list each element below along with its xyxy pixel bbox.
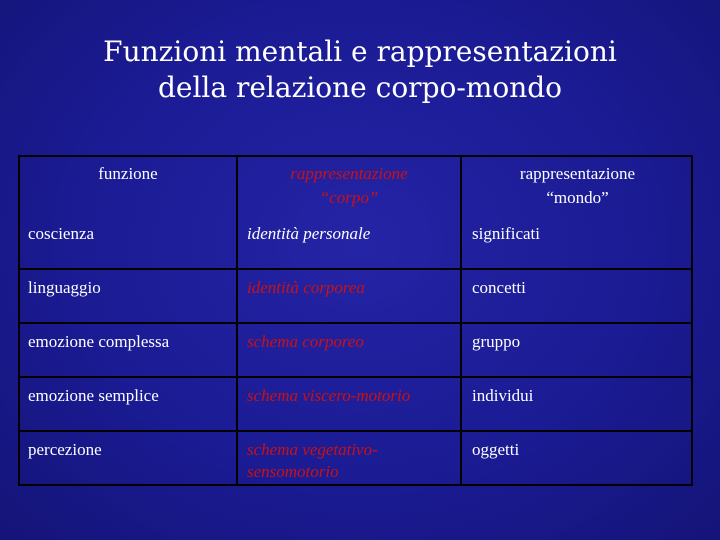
slide-title-line-2: della relazione corpo-mondo [157, 71, 563, 104]
table-cell-corpo: schema corporeo [247, 332, 364, 351]
table-cell-corpo-line-2: sensomotorio [247, 462, 339, 481]
table-cell-corpo: identità corporea [247, 278, 365, 297]
header-corpo-line-1: rappresentazione [290, 164, 408, 183]
table-cell-mondo: oggetti [472, 440, 520, 459]
table-cell-mondo: gruppo [472, 332, 521, 351]
slide-title [0, 34, 720, 106]
table-row-divider [20, 430, 691, 432]
table-cell-corpo: schema viscero-motorio [247, 386, 411, 405]
table-cell-corpo: identità personale [247, 224, 371, 243]
table-cell-funzione: percezione [28, 440, 102, 459]
table-row-divider [20, 322, 691, 324]
header-corpo-line-2: “corpo” [319, 188, 379, 207]
header-rappresentazione-mondo [462, 162, 693, 210]
header-funzione: funzione [98, 164, 158, 183]
header-mondo-line-2: “mondo” [546, 188, 609, 207]
table-cell-funzione: linguaggio [28, 278, 101, 297]
header-rappresentazione-corpo [238, 162, 460, 210]
table-row-divider [20, 376, 691, 378]
table-cell-mondo: individui [472, 386, 534, 405]
table-cell-corpo-line-1: schema vegetativo- [247, 440, 378, 459]
table-cell-mondo: concetti [472, 278, 526, 297]
table-cell-funzione: emozione complessa [28, 332, 170, 351]
table-row-divider [20, 268, 691, 270]
table-cell-corpo [247, 439, 378, 483]
header-mondo-line-1: rappresentazione [519, 164, 636, 183]
slide-title-line-1: Funzioni mentali e rappresentazioni [103, 35, 617, 68]
table-cell-funzione: emozione semplice [28, 386, 159, 405]
table-cell-mondo: significati [472, 224, 540, 243]
table-cell-funzione: coscienza [28, 224, 95, 243]
mapping-table [18, 155, 693, 486]
